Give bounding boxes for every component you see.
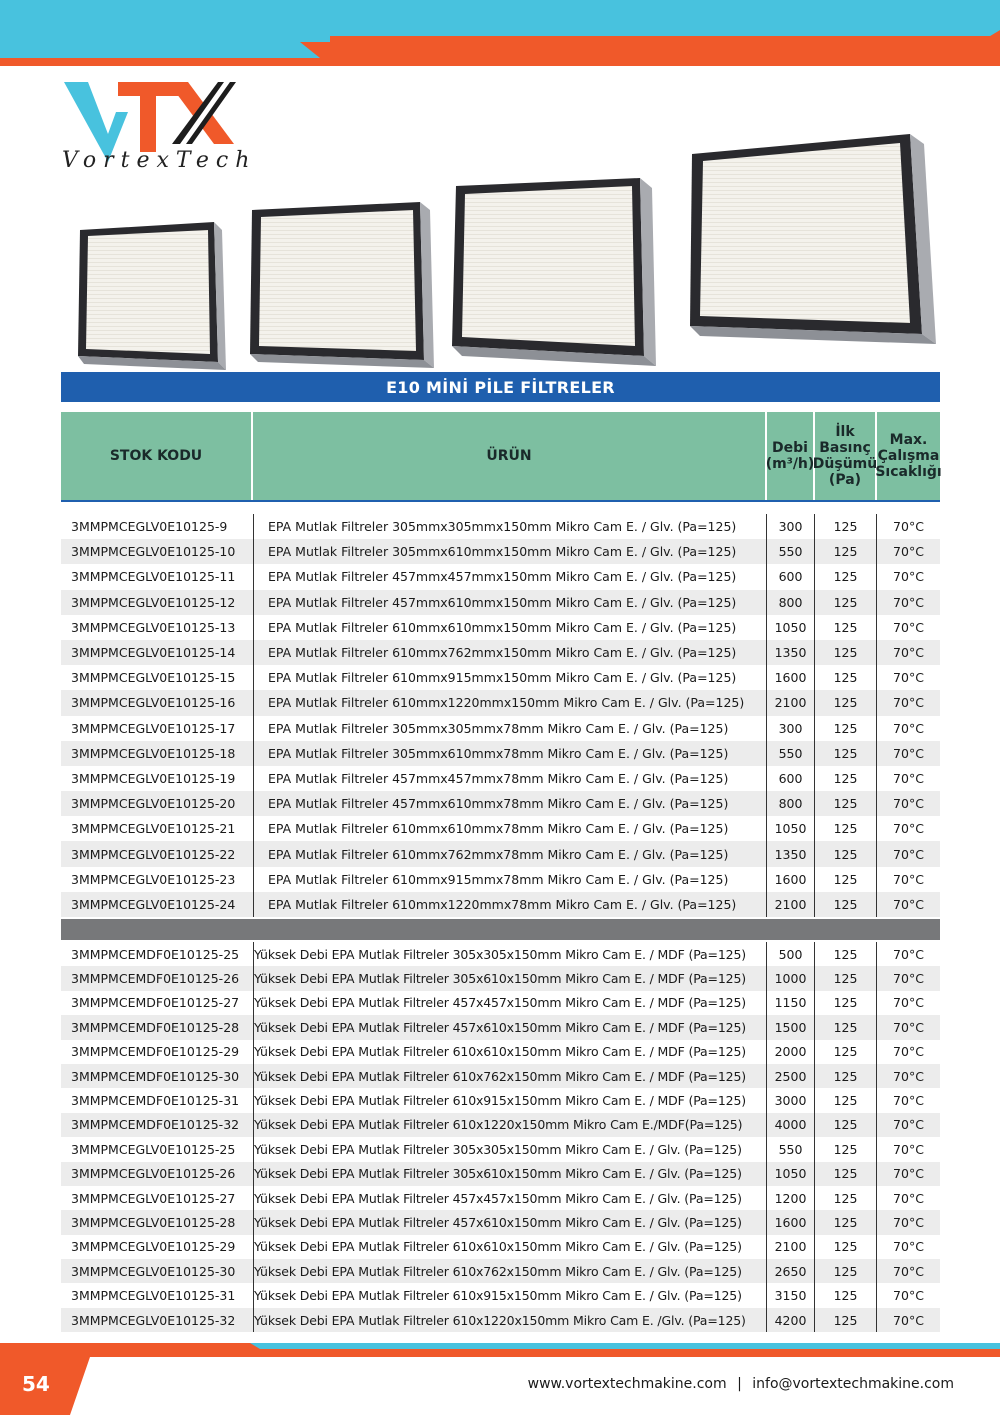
cell-pressure: 125 <box>815 1015 877 1039</box>
table-header <box>61 412 940 500</box>
cell-flow: 500 <box>767 942 815 966</box>
filter-image-3 <box>452 178 656 366</box>
cell-pressure: 125 <box>815 791 877 816</box>
cell-code: 3MMPMCEGLV0E10125-25 <box>71 1141 236 1157</box>
cell-temp: 70°C <box>893 645 924 661</box>
cell-pressure: 125 <box>815 1186 877 1210</box>
top-banner <box>0 0 1000 70</box>
cell-product: Yüksek Debi EPA Mutlak Filtreler 457x457x150mm Mikro Cam E. / MDF (Pa=125) <box>253 991 767 1015</box>
cell-flow: 550 <box>767 741 815 766</box>
cell-flow: 1600 <box>767 1210 815 1234</box>
table-row <box>61 942 940 966</box>
table-row <box>61 665 940 690</box>
cell-product: Yüksek Debi EPA Mutlak Filtreler 457x610x150mm Mikro Cam E. / Glv. (Pa=125) <box>253 1210 767 1234</box>
cell-flow: 1150 <box>767 991 815 1015</box>
cell-temp: 70°C <box>893 1019 924 1035</box>
table-row <box>61 1210 940 1234</box>
cell-code: 3MMPMCEGLV0E10125-16 <box>71 695 236 711</box>
header-pressure: İlk Basınç Düşümü (Pa) <box>815 412 877 500</box>
cell-temp: 70°C <box>893 720 924 736</box>
cell-code: 3MMPMCEGLV0E10125-28 <box>71 1214 236 1230</box>
cell-flow: 550 <box>767 1137 815 1161</box>
cell-product: Yüksek Debi EPA Mutlak Filtreler 610x1220x150mm Mikro Cam E. /Glv. (Pa=125) <box>253 1308 767 1332</box>
cell-flow: 600 <box>767 766 815 791</box>
cell-code: 3MMPMCEMDF0E10125-32 <box>71 1117 240 1133</box>
cell-flow: 1050 <box>767 615 815 640</box>
cell-flow: 800 <box>767 590 815 615</box>
cell-code: 3MMPMCEGLV0E10125-15 <box>71 670 236 686</box>
cell-flow: 300 <box>767 514 815 539</box>
cell-temp: 70°C <box>893 1044 924 1060</box>
table-row <box>61 1064 940 1088</box>
table-row <box>61 590 940 615</box>
section-separator <box>61 919 940 940</box>
table-row <box>61 1113 940 1137</box>
cell-product: Yüksek Debi EPA Mutlak Filtreler 610x610x150mm Mikro Cam E. / Glv. (Pa=125) <box>253 1235 767 1259</box>
cell-code: 3MMPMCEMDF0E10125-29 <box>71 1044 240 1060</box>
cell-pressure: 125 <box>815 564 877 589</box>
cell-temp: 70°C <box>893 1166 924 1182</box>
footer-separator: | <box>737 1376 742 1392</box>
cell-temp: 70°C <box>893 1068 924 1084</box>
table-row <box>61 1088 940 1112</box>
cell-product: Yüksek Debi EPA Mutlak Filtreler 305x305x150mm Mikro Cam E. / Glv. (Pa=125) <box>253 1137 767 1161</box>
cell-temp: 70°C <box>893 544 924 560</box>
cell-code: 3MMPMCEGLV0E10125-12 <box>71 594 236 610</box>
table-row <box>61 867 940 892</box>
cell-temp: 70°C <box>893 846 924 862</box>
cell-flow: 1050 <box>767 1162 815 1186</box>
cell-pressure: 125 <box>815 514 877 539</box>
cell-flow: 1600 <box>767 665 815 690</box>
cell-product: EPA Mutlak Filtreler 610mmx762mmx150mm Mikro Cam E. / Glv. (Pa=125) <box>253 640 767 665</box>
cell-temp: 70°C <box>893 1093 924 1109</box>
cell-pressure: 125 <box>815 1308 877 1332</box>
cell-product: EPA Mutlak Filtreler 610mmx762mmx78mm Mikro Cam E. / Glv. (Pa=125) <box>253 841 767 866</box>
table-row <box>61 892 940 917</box>
table-row <box>61 1162 940 1186</box>
cell-pressure: 125 <box>815 766 877 791</box>
filter-image-4 <box>690 134 936 344</box>
cell-code: 3MMPMCEGLV0E10125-9 <box>71 519 228 535</box>
cell-temp: 70°C <box>893 871 924 887</box>
cell-code: 3MMPMCEMDF0E10125-27 <box>71 995 240 1011</box>
cell-flow: 1200 <box>767 1186 815 1210</box>
cell-flow: 1350 <box>767 841 815 866</box>
table-row <box>61 564 940 589</box>
cell-temp: 70°C <box>893 946 924 962</box>
cell-flow: 2000 <box>767 1040 815 1064</box>
cell-temp: 70°C <box>893 619 924 635</box>
cell-flow: 3150 <box>767 1283 815 1307</box>
cell-pressure: 125 <box>815 942 877 966</box>
cell-temp: 70°C <box>893 1263 924 1279</box>
cell-temp: 70°C <box>893 821 924 837</box>
cell-pressure: 125 <box>815 1113 877 1137</box>
cell-product: EPA Mutlak Filtreler 610mmx915mmx78mm Mikro Cam E. / Glv. (Pa=125) <box>253 867 767 892</box>
filter-image-2 <box>250 202 434 368</box>
header-product: ÜRÜN <box>253 412 767 500</box>
table-row <box>61 741 940 766</box>
cell-pressure: 125 <box>815 991 877 1015</box>
cell-flow: 550 <box>767 539 815 564</box>
cell-temp: 70°C <box>893 569 924 585</box>
cell-product: Yüksek Debi EPA Mutlak Filtreler 610x915x150mm Mikro Cam E. / Glv. (Pa=125) <box>253 1283 767 1307</box>
cell-temp: 70°C <box>893 670 924 686</box>
cell-product: Yüksek Debi EPA Mutlak Filtreler 305x305x150mm Mikro Cam E. / MDF (Pa=125) <box>253 942 767 966</box>
cell-pressure: 125 <box>815 867 877 892</box>
cell-flow: 1350 <box>767 640 815 665</box>
cell-flow: 1600 <box>767 867 815 892</box>
cell-flow: 1500 <box>767 1015 815 1039</box>
filter-product-images <box>0 130 1000 370</box>
cell-flow: 2500 <box>767 1064 815 1088</box>
cell-temp: 70°C <box>893 796 924 812</box>
cell-pressure: 125 <box>815 1283 877 1307</box>
cell-flow: 2100 <box>767 1235 815 1259</box>
cell-product: EPA Mutlak Filtreler 610mmx610mmx78mm Mikro Cam E. / Glv. (Pa=125) <box>253 816 767 841</box>
cell-temp: 70°C <box>893 745 924 761</box>
cell-pressure: 125 <box>815 966 877 990</box>
cell-temp: 70°C <box>893 896 924 912</box>
table-body-section-1 <box>61 514 940 917</box>
header-divider <box>61 500 940 502</box>
table-row <box>61 841 940 866</box>
table-row <box>61 1308 940 1332</box>
cell-temp: 70°C <box>893 1288 924 1304</box>
cell-pressure: 125 <box>815 1137 877 1161</box>
cell-pressure: 125 <box>815 1064 877 1088</box>
cell-pressure: 125 <box>815 716 877 741</box>
cell-product: Yüksek Debi EPA Mutlak Filtreler 305x610x150mm Mikro Cam E. / MDF (Pa=125) <box>253 966 767 990</box>
cell-temp: 70°C <box>893 695 924 711</box>
table-row <box>61 966 940 990</box>
cell-code: 3MMPMCEGLV0E10125-11 <box>71 569 236 585</box>
cell-pressure: 125 <box>815 1235 877 1259</box>
cell-product: EPA Mutlak Filtreler 305mmx305mmx150mm Mikro Cam E. / Glv. (Pa=125) <box>253 514 767 539</box>
cell-temp: 70°C <box>893 1141 924 1157</box>
table-row <box>61 766 940 791</box>
cell-code: 3MMPMCEGLV0E10125-27 <box>71 1190 236 1206</box>
table-body-section-2 <box>61 942 940 1332</box>
cell-code: 3MMPMCEGLV0E10125-13 <box>71 619 236 635</box>
page-number: 54 <box>22 1372 50 1396</box>
header-temp: Max. Çalışma Sıcaklığı <box>875 432 942 480</box>
cell-product: EPA Mutlak Filtreler 610mmx1220mmx150mm Mikro Cam E. / Glv. (Pa=125) <box>253 690 767 715</box>
cell-product: Yüksek Debi EPA Mutlak Filtreler 305x610x150mm Mikro Cam E. / Glv. (Pa=125) <box>253 1162 767 1186</box>
cell-product: EPA Mutlak Filtreler 610mmx915mmx150mm Mikro Cam E. / Glv. (Pa=125) <box>253 665 767 690</box>
cell-code: 3MMPMCEGLV0E10125-31 <box>71 1288 236 1304</box>
cell-pressure: 125 <box>815 1040 877 1064</box>
cell-flow: 4200 <box>767 1308 815 1332</box>
cell-flow: 800 <box>767 791 815 816</box>
website-link[interactable]: www.vortextechmakine.com <box>527 1376 727 1392</box>
cell-code: 3MMPMCEGLV0E10125-10 <box>71 544 236 560</box>
cell-flow: 4000 <box>767 1113 815 1137</box>
cell-product: EPA Mutlak Filtreler 610mmx1220mmx78mm Mikro Cam E. / Glv. (Pa=125) <box>253 892 767 917</box>
table-row <box>61 1137 940 1161</box>
cell-code: 3MMPMCEGLV0E10125-29 <box>71 1239 236 1255</box>
cell-product: Yüksek Debi EPA Mutlak Filtreler 457x457x150mm Mikro Cam E. / Glv. (Pa=125) <box>253 1186 767 1210</box>
cell-product: Yüksek Debi EPA Mutlak Filtreler 610x915x150mm Mikro Cam E. / MDF (Pa=125) <box>253 1088 767 1112</box>
cell-temp: 70°C <box>893 770 924 786</box>
header-flow: Debi (m³/h) <box>767 412 815 500</box>
header-code: STOK KODU <box>61 412 253 500</box>
cell-pressure: 125 <box>815 665 877 690</box>
cell-pressure: 125 <box>815 615 877 640</box>
cell-temp: 70°C <box>893 519 924 535</box>
table-row <box>61 791 940 816</box>
cell-product: EPA Mutlak Filtreler 457mmx610mmx150mm Mikro Cam E. / Glv. (Pa=125) <box>253 590 767 615</box>
cell-product: EPA Mutlak Filtreler 457mmx610mmx78mm Mikro Cam E. / Glv. (Pa=125) <box>253 791 767 816</box>
cell-product: EPA Mutlak Filtreler 457mmx457mmx78mm Mikro Cam E. / Glv. (Pa=125) <box>253 766 767 791</box>
cell-code: 3MMPMCEGLV0E10125-21 <box>71 821 236 837</box>
table-row <box>61 615 940 640</box>
table-row <box>61 690 940 715</box>
cell-pressure: 125 <box>815 1162 877 1186</box>
cell-code: 3MMPMCEGLV0E10125-30 <box>71 1263 236 1279</box>
cell-temp: 70°C <box>893 1239 924 1255</box>
table-row <box>61 1040 940 1064</box>
brand-name: VortexTech <box>62 148 257 173</box>
cell-code: 3MMPMCEGLV0E10125-26 <box>71 1166 236 1182</box>
cell-pressure: 125 <box>815 1210 877 1234</box>
cell-code: 3MMPMCEMDF0E10125-25 <box>71 946 240 962</box>
cell-code: 3MMPMCEMDF0E10125-31 <box>71 1093 240 1109</box>
cell-pressure: 125 <box>815 892 877 917</box>
table-row <box>61 539 940 564</box>
cell-temp: 70°C <box>893 594 924 610</box>
cell-pressure: 125 <box>815 741 877 766</box>
cell-flow: 300 <box>767 716 815 741</box>
table-row <box>61 1283 940 1307</box>
cell-product: EPA Mutlak Filtreler 305mmx305mmx78mm Mikro Cam E. / Glv. (Pa=125) <box>253 716 767 741</box>
cell-pressure: 125 <box>815 539 877 564</box>
cell-temp: 70°C <box>893 1190 924 1206</box>
table-row <box>61 1259 940 1283</box>
table-row <box>61 1186 940 1210</box>
footer-contact <box>528 1376 954 1392</box>
table-row <box>61 716 940 741</box>
cell-code: 3MMPMCEMDF0E10125-28 <box>71 1019 240 1035</box>
email-link[interactable]: info@vortextechmakine.com <box>752 1376 954 1392</box>
cell-code: 3MMPMCEGLV0E10125-24 <box>71 896 236 912</box>
cell-flow: 2650 <box>767 1259 815 1283</box>
cell-product: Yüksek Debi EPA Mutlak Filtreler 610x610x150mm Mikro Cam E. / MDF (Pa=125) <box>253 1040 767 1064</box>
table-row <box>61 514 940 539</box>
table-row <box>61 1015 940 1039</box>
cell-pressure: 125 <box>815 640 877 665</box>
cell-code: 3MMPMCEGLV0E10125-20 <box>71 796 236 812</box>
cell-code: 3MMPMCEGLV0E10125-32 <box>71 1312 236 1328</box>
cell-flow: 2100 <box>767 892 815 917</box>
cell-flow: 2100 <box>767 690 815 715</box>
cell-product: Yüksek Debi EPA Mutlak Filtreler 610x762x150mm Mikro Cam E. / Glv. (Pa=125) <box>253 1259 767 1283</box>
cell-flow: 1000 <box>767 966 815 990</box>
cell-flow: 3000 <box>767 1088 815 1112</box>
cell-pressure: 125 <box>815 1259 877 1283</box>
cell-temp: 70°C <box>893 1312 924 1328</box>
cell-product: Yüksek Debi EPA Mutlak Filtreler 457x610x150mm Mikro Cam E. / MDF (Pa=125) <box>253 1015 767 1039</box>
cell-pressure: 125 <box>815 1088 877 1112</box>
cell-product: EPA Mutlak Filtreler 305mmx610mmx150mm Mikro Cam E. / Glv. (Pa=125) <box>253 539 767 564</box>
cell-product: EPA Mutlak Filtreler 305mmx610mmx78mm Mikro Cam E. / Glv. (Pa=125) <box>253 741 767 766</box>
cell-code: 3MMPMCEGLV0E10125-18 <box>71 745 236 761</box>
cell-temp: 70°C <box>893 1214 924 1230</box>
cell-product: Yüksek Debi EPA Mutlak Filtreler 610x762x150mm Mikro Cam E. / MDF (Pa=125) <box>253 1064 767 1088</box>
cell-pressure: 125 <box>815 690 877 715</box>
cell-code: 3MMPMCEGLV0E10125-22 <box>71 846 236 862</box>
cell-code: 3MMPMCEGLV0E10125-19 <box>71 770 236 786</box>
cell-pressure: 125 <box>815 590 877 615</box>
cell-pressure: 125 <box>815 841 877 866</box>
cell-code: 3MMPMCEGLV0E10125-23 <box>71 871 236 887</box>
table-row <box>61 991 940 1015</box>
cell-product: EPA Mutlak Filtreler 610mmx610mmx150mm Mikro Cam E. / Glv. (Pa=125) <box>253 615 767 640</box>
table-row <box>61 640 940 665</box>
cell-pressure: 125 <box>815 816 877 841</box>
filter-image-1 <box>78 222 226 370</box>
cell-temp: 70°C <box>893 971 924 987</box>
cell-temp: 70°C <box>893 1117 924 1133</box>
table-row <box>61 1235 940 1259</box>
cell-code: 3MMPMCEGLV0E10125-17 <box>71 720 236 736</box>
cell-code: 3MMPMCEGLV0E10125-14 <box>71 645 236 661</box>
cell-code: 3MMPMCEMDF0E10125-30 <box>71 1068 240 1084</box>
table-title: E10 MİNİ PİLE FİLTRELER <box>61 372 940 402</box>
cell-product: Yüksek Debi EPA Mutlak Filtreler 610x1220x150mm Mikro Cam E./MDF(Pa=125) <box>253 1113 767 1137</box>
cell-temp: 70°C <box>893 995 924 1011</box>
cell-flow: 600 <box>767 564 815 589</box>
cell-product: EPA Mutlak Filtreler 457mmx457mmx150mm Mikro Cam E. / Glv. (Pa=125) <box>253 564 767 589</box>
cell-code: 3MMPMCEMDF0E10125-26 <box>71 971 240 987</box>
table-row <box>61 816 940 841</box>
cell-flow: 1050 <box>767 816 815 841</box>
